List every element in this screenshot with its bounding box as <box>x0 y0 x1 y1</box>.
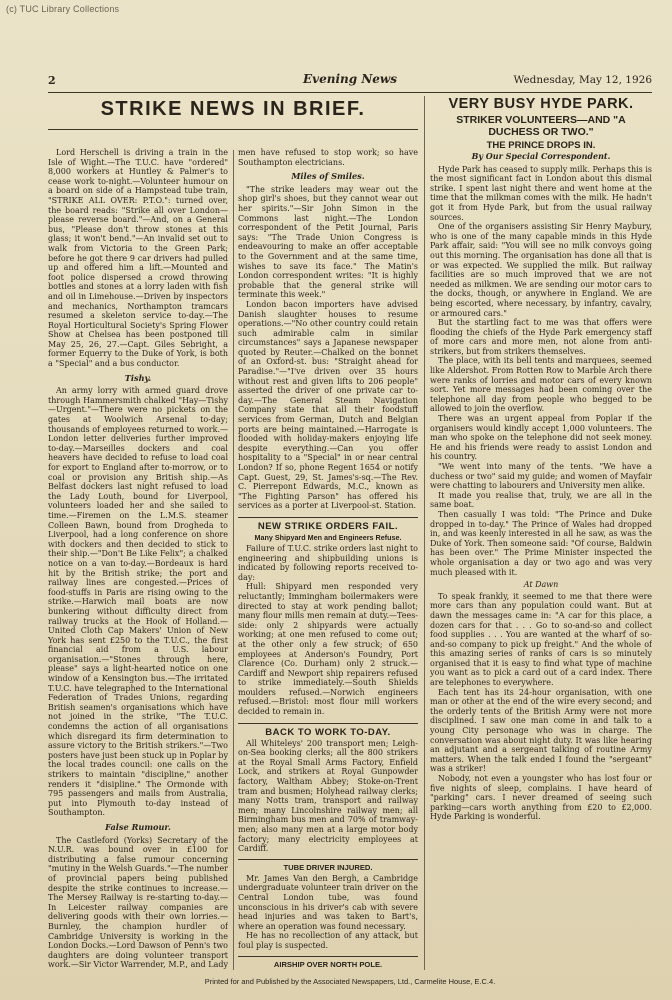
subheading: Miles of Smiles. <box>291 171 365 182</box>
subheadline: Many Shipyard Men and Engineers Refuse. <box>254 532 402 542</box>
paragraph: He has no recollection of any attack, but foul play is suspected. <box>238 931 418 950</box>
column-3 <box>430 96 652 970</box>
paragraph: men have refused to stop work; so have Southampton electricians. <box>238 148 418 167</box>
paragraph: All Whiteleys' 200 transport men; Leigh-on-Sea booking clerks; all the 800 strikers at the Royal Small Arms Factory, Enfield Lock, and strikers at Royal Gunpowder factory, Waltham Abbey; Stoke-on-Trent tram and busmen; Holyhead railway clerks; many Notts tram, transport and railway men; many Lincolnshire railway men; all Birmingham bus men and 70% of tramway-men; also many men at a large motor body factory; many electricity employees at Cardiff. <box>238 738 418 854</box>
headline-airship: AIRSHIP OVER NORTH POLE. <box>238 956 418 969</box>
byline: By Our Special Correspondent. <box>471 151 611 161</box>
paragraph: But the startling fact to me was that offers were flooding the chiefs of the Hyde Park emergency staff of more cars and more men, not alone from anti-strikers, but from strikers themselves. <box>430 318 652 356</box>
headline-new-strike-orders: NEW STRIKE ORDERS FAIL. <box>238 517 418 532</box>
issue-date: Wednesday, May 12, 1926 <box>513 74 652 86</box>
paragraph: Hull: Shipyard men responded very reluctantly; Immingham boilermakers were directed to stay at work pending ballot; many flour mills men remain at duty.—Tees-side: only 2 shipyards were actually working; at one men refused to come out; at the other only a few struck; of 650 employees at Anderson's Foundry, Port Clarence (Co. Durham) only 2 struck.—Cardiff and Newport ship repairers refused to strike immediately.—South Shields moulders refused.—Norwich engineers refused.—Bristol: most flour mill workers decided to remain in. <box>238 582 418 717</box>
paragraph: There was an urgent appeal from Poplar if the organisers would kindly accept 1,000 volunteers. The man who spoke on the telephone did not seek money. He and his friends were ready to assist London and his country. <box>430 414 652 462</box>
masthead: Evening News <box>302 72 398 86</box>
paragraph: The Castleford (Yorks) Secretary of the N.U.R. was bound over in £100 for distributing a false rumour concerning "mutiny in the Welsh Guards."—The number of provincial papers being published despite the strike continues to increase.—The Mersey Railway is re-starting to-day.—In Leicester railway companies are delivering goods with their own lorries.—Burnley, the champion hurdler of Cambridge University is working in the London Docks.—Lord Dawson of Penn's two daughters are doing volunteer transport work.—Sir Victor Warrender, M.P., and Lady <box>48 835 228 970</box>
column-divider <box>233 150 234 970</box>
subheading: Tishy. <box>124 372 152 383</box>
headline-hyde-park: VERY BUSY HYDE PARK. <box>448 96 634 112</box>
paragraph: An army lorry with armed guard drove through Hammersmith chalked "Hay—Tishy—Urgent."—There were no pickets on the gates at Woolwich Arsenal to-day; thousands of employees returned to work.—London letter deliveries further improved to-day.—Marseilles dockers and coal heavers have decided to refuse to load coal for export to England after to-morrow, or to coal or provision any British ship.—As Belfast dockers last night refused to load the Lady Louth, bound for Liverpool, volunteers loaded her and she sailed to time.—Firemen on the L.M.S. steamer Colleen Bawn, bound from Drogheda to Liverpool, had a long conference on shore with dockers and then decided to stick to their ship.—"Don't Be Like Felix"; a chalked notice on a van to-day.—Bordeaux is hard hit by the British strike; the port and railway lines are congested.—Prices of food-stuffs in Paris are rising owing to the strike.—Harwich mail boats are now bunkering without difficulty direct from railway trucks at the Hook of Holland.—United Cloth Cap Makers' Union of New York has sent £250 to the T.U.C., the first financial aid from a U.S. labour organisation.—"Stones through here, please" says a light-hearted notice on one window of a Kensington bus.—The irritated T.U.C. have telegraphed to the International Federation of Trades Unions, regarding British seamen's organisations which have not joined in the strike, "The T.U.C. condemns the action of all organisations which disregard its firm determination to assure victory to the British strikers."—Two posters have just been stuck up in Poplar by the local trades council: one calls on the strikers to maintain "discipline," another renders it "disipline." The Ormonde with 795 passengers and mails from Australia, put into Plymouth to-day instead of Southampton. <box>48 386 228 818</box>
subheadline-prince: THE PRINCE DROPS IN. <box>486 140 596 151</box>
paragraph: The place, with its bell tents and marquees, seemed like Aldershot. From Rotten Row to Marble Arch there were ranks of lorries and motor cars of every known sort. Yet more messages had been coming over the telephone all day from people who begged to be allowed to join the overflow. <box>430 356 652 414</box>
imprint: Printed for and Published by the Associated Newspapers, Ltd., Carmelite House, E.C.4. <box>204 977 496 986</box>
paragraph: Then casually I was told: "The Prince and Duke dropped in to-day." The Prince of Wales had dropped in, and was keenly interested in all he saw, as was the Duke of York. Then someone said: "Of course, Baldwin has been over." The Prime Minister inspected the whole organisation a day or two ago and was very much pleased with it. <box>430 509 652 577</box>
columns <box>48 96 652 970</box>
paragraph: One of the organisers assisting Sir Henry Maybury, who is one of the many capable minds in this Hyde Park affair, said: "You will see no milk convoys going out this morning. The organisation has done all that is or was expected. We supplied the milk. But railway facilities are so much improved that we are not needed as milkmen. We are sending our motor cars to the docks, though, or anywhere in England. We are being escorted, where necessary, by infantry, cavalry, or armoured cars." <box>430 222 652 318</box>
paragraph: Failure of T.U.C. strike orders last night to engineering and shipbuilding unions is indicated by following reports received to-day: <box>238 543 418 582</box>
subheading: At Dawn <box>523 580 559 590</box>
paragraph: London bacon importers have advised Danish slaughter houses to resume operations.—"No other country could retain such admirable calm in similar circumstances" says a Japanese newspaper quoted by Reuter.—Chalked on the bonnet of an Oxford-st. bus: "Straight ahead for Paradise."—"I've driven over 35 hours without rest and given lifts to 206 people" asserted the driver of one private car to-day.—The General Steam Navigation Company state that all their foodstuff services from German, Dutch and Belgian ports are being maintained.—Harrogate is flooded with holiday-makers enjoying life despite everything.—Can you offer hospitality to a "Special" in or near central London? If so, phone Regent 1654 or notify Capt. Guest, 29, St. James's-sq.—The Rev. C. Pierrepont Edwards, M.C., known as "The Fighting Parson" has offered his services as a porter at Liverpool-st. Station. <box>238 299 418 511</box>
paragraph: It made you realise that, truly, we are all in the same boat. <box>430 490 652 510</box>
subheadline: STRIKER VOLUNTEERS—AND "A DUCHESS OR TWO." <box>456 114 626 138</box>
page-header <box>48 72 652 93</box>
headline-strike-news: STRIKE NEWS IN BRIEF. <box>48 96 418 130</box>
subheading: False Rumour. <box>105 821 171 832</box>
column-2 <box>238 148 418 970</box>
paragraph: Lord Herschell is driving a train in the Isle of Wight.—The T.U.C. have "ordered" 8,000 workers at Huntley & Palmer's to cease work to-night.—Volunteer humour on a board on side of a Hampstead tube train, "STRIKE ALL OVER: P.T.O.": turned over, the board reads: "Strike all over London—please reverse board."—And, on a General bus, "Please don't throw stones at this glass; it won't bend."—An invalid set out to walk from Victoria to the Green Park; before he got there 9 car drivers had pulled up and offered him a lift.—Mounted and foot police dispersed a crowd throwing bottles and stones at a lorry laden with fish and oil in Limehouse.—Driven by inspectors and mechanics, Northampton tramcars resumed a skeleton service to-day.—The Royal Horticultural Society's Spring Flower Show at Chelsea has been postponed till May 25, 26, 27.—Capt. Giles Sebright, a former Equerry to the Duke of York, is both a "Special" and a bus conductor. <box>48 148 228 369</box>
paragraph: Nobody, not even a youngster who has lost four or five nights of sleep, complains. I have heard of "parking" cars. I never dreamed of seeing such parking—cars worth anything from £20 to £2,000. Hyde Parking is wonderful. <box>430 774 652 822</box>
page-number: 2 <box>48 74 56 87</box>
paragraph: "We went into many of the tents. "We have a duchess or two" said my guide; and women of Mayfair were chatting to labourers and University men alike. <box>430 462 652 491</box>
paragraph: Each tent has its 24-hour organisation, with one man or other at the end of the wire every second; and the orderly tents of the British Army were not more disciplined. I saw one man come in and talk to a young City personage who was in charge. The conversation was about night duty. It was like hearing an adjutant and a sergeant talking of routine Army matters. When the talk ended I found the "sergeant" was a striker! <box>430 687 652 774</box>
paragraph: "The strike leaders may wear out the shop girl's shoes, but they cannot wear out her spirits."—Sir John Simon in the Commons last night.—The London correspondent of the Petit Journal, Paris says: "The Trade Union Congress is endeavouring to make an offer acceptable to the Government and at the same time, wishes to save its face." The Matin's London correspondent writes: "It is highly probable that the general strike will terminate this week." <box>238 184 418 300</box>
paragraph: To speak frankly, it seemed to me that there were more cars than any population could want. But at dawn the messages came in: "A car for this place, a dozen cars for that . . . Go to so-and-so and collect food supplies . . . You are wanted at the wharf of so-and-so company to pick up freight." And the whole of this amazing series of ranks of cars is so minutely organised that it is easy to find what type of machine you want as to pick a card out of a card index. There are telephones to everywhere. <box>430 591 652 688</box>
column-1 <box>48 148 228 970</box>
headline-back-to-work: BACK TO WORK TO-DAY. <box>238 723 418 738</box>
paragraph: Mr. James Van den Bergh, a Cambridge undergraduate volunteer train driver on the Central London tube, was found unconscious in his driver's cab with severe head injuries and was taken to Bart's, where an operation was found necessary. <box>238 873 418 931</box>
headline-tube-driver: TUBE DRIVER INJURED. <box>238 859 418 872</box>
watermark: (c) TUC Library Collections <box>6 4 120 14</box>
paragraph: Hyde Park has ceased to supply milk. Perhaps this is the most significant fact in London about this dismal strike. I spent last night there and went home at the time that the milkman comes with the milk. He hadn't got it from Hyde Park, but from the usual railway sources. <box>430 164 652 222</box>
column-divider <box>424 96 425 970</box>
